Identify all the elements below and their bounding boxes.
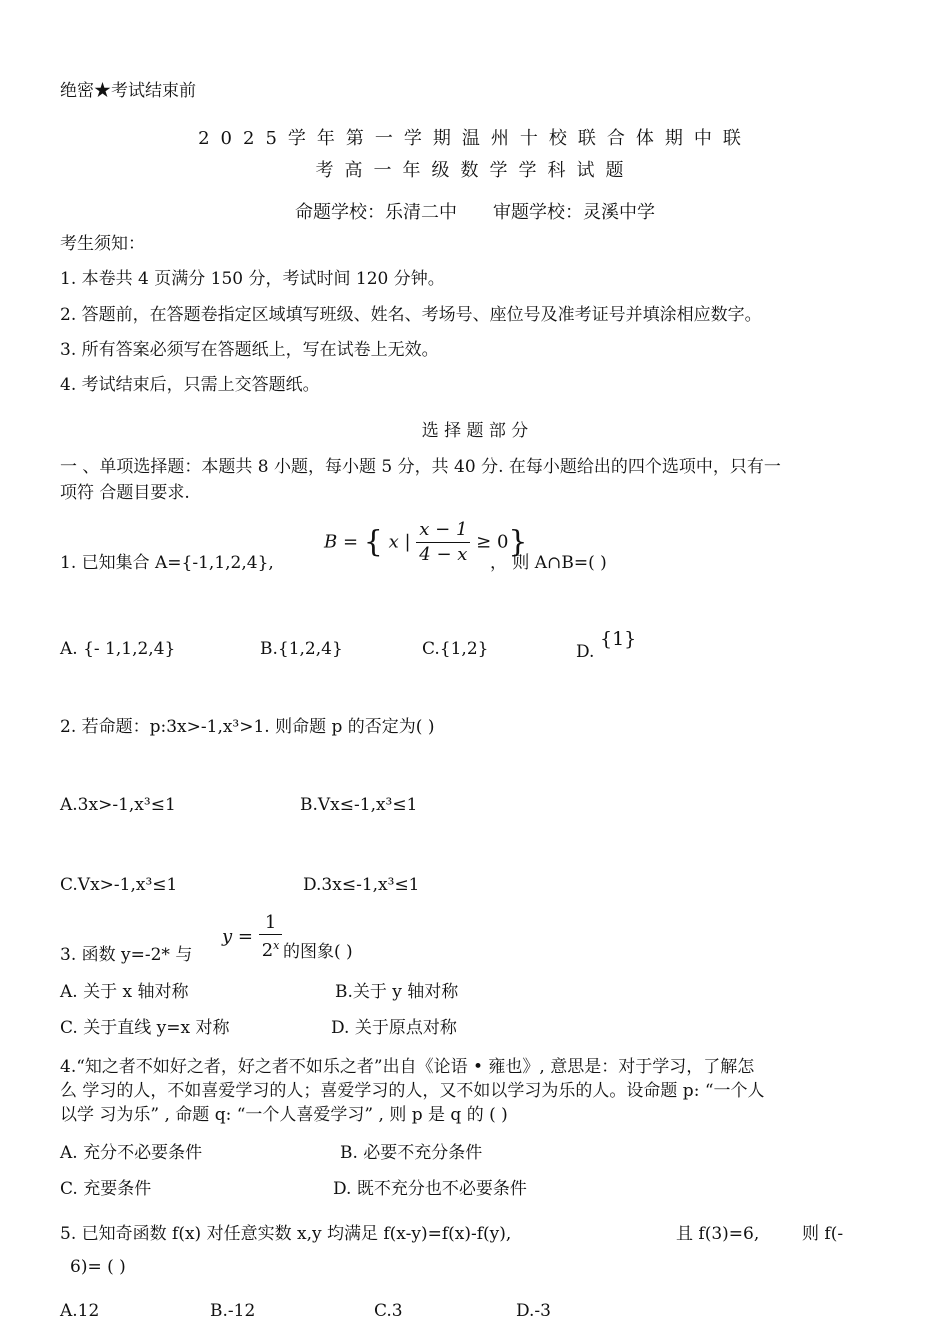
- q5-stem-line1: 5. 已知奇函数 f(x) 对任意实数 x,y 均满足 f(x-y)=f(x)-f(y),: [60, 1224, 512, 1244]
- section-intro-line2: 项符 合题目要求.: [60, 483, 190, 503]
- exam-title-line2: 考高一年级数学学科试题: [315, 160, 635, 181]
- exam-title-line1: 2025学年第一学期温州十校联合体期中联: [198, 128, 752, 149]
- q3-option-c: C. 关于直线 y=x 对称: [60, 1018, 230, 1038]
- q5-option-a: A.12: [60, 1301, 100, 1321]
- notice-item: 4. 考试结束后，只需上交答题纸。: [60, 375, 320, 395]
- q4-option-a: A. 充分不必要条件: [60, 1143, 203, 1163]
- notice-item: 2. 答题前，在答题卷指定区域填写班级、姓名、考场号、座位号及准考证号并填涂相应数字。: [60, 305, 762, 325]
- q2-option-c: C.Vx>-1,x³≤1: [60, 875, 178, 895]
- q1-fraction: [416, 518, 470, 567]
- q4-stem-line2: 么 学习的人，不如喜爱学习的人；喜爱学习的人，又不如以学习为乐的人。设命题 p: “一个人: [60, 1081, 765, 1101]
- q2-option-d: D.3x≤-1,x³≤1: [303, 875, 420, 895]
- q5-stem-ask: 则 f(-: [802, 1224, 844, 1244]
- q3-frac-base: 2: [261, 940, 274, 961]
- q3-frac-num: 1: [259, 912, 283, 935]
- q5-option-d: D.-3: [516, 1301, 551, 1321]
- section-intro-line1: 一 、单项选择题：本题共 8 小题，每小题 5 分，共 40 分. 在每小题给出的四个选项中，只有一: [60, 457, 781, 477]
- q4-stem-line3: 以学 习为乐” , 命题 q: “一个人喜爱学习” , 则 p 是 q 的 ( ): [60, 1105, 508, 1125]
- q1-option-c: C.{1,2}: [422, 639, 489, 659]
- q2-option-a: A.3x>-1,x³≤1: [60, 795, 176, 815]
- q1-frac-num: x − 1: [416, 518, 470, 543]
- q1-set-lhs: B =: [324, 531, 364, 553]
- q1-frac-den: 4 − x: [419, 544, 468, 565]
- q3-stem-tail: 的图象( ): [283, 942, 353, 962]
- q1-option-d-set: {1}: [600, 628, 637, 650]
- q3-stem: 3. 函数 y=-2* 与: [60, 945, 193, 965]
- q1-stem: 1. 已知集合 A={-1,1,2,4},: [60, 553, 274, 573]
- q3-fraction: [259, 912, 283, 962]
- q5-stem-condition: 且 f(3)=6,: [676, 1224, 760, 1244]
- right-brace: }: [508, 524, 528, 560]
- secret-label: 绝密★考试结束前: [60, 81, 196, 101]
- q1-stem-tail: ， 则 A∩B=( ): [490, 553, 607, 573]
- section-title: 选 择 题 部 分: [421, 421, 529, 441]
- q3-option-d: D. 关于原点对称: [331, 1018, 457, 1038]
- q1-set-var: x |: [388, 531, 411, 553]
- q2-option-b: B.Vx≤-1,x³≤1: [300, 795, 418, 815]
- q5-option-b: B.-12: [210, 1301, 256, 1321]
- q3-option-b: B.关于 y 轴对称: [335, 982, 459, 1002]
- q5-option-c: C.3: [374, 1301, 403, 1321]
- q4-option-b: B. 必要不充分条件: [340, 1143, 483, 1163]
- q3-eq-lhs: y =: [222, 926, 253, 947]
- q5-stem-line2: 6)= ( ): [70, 1257, 126, 1277]
- q1-option-b: B.{1,2,4}: [260, 639, 343, 659]
- notice-item: 3. 所有答案必须写在答题纸上，写在试卷上无效。: [60, 340, 439, 360]
- q3-option-a: A. 关于 x 轴对称: [60, 982, 189, 1002]
- notice-item: 1. 本卷共 4 页满分 150 分，考试时间 120 分钟。: [60, 269, 445, 289]
- q1-option-a: A. {- 1,1,2,4}: [60, 639, 176, 659]
- q1-option-d: D.: [576, 642, 595, 662]
- notice-heading: 考生须知：: [60, 234, 145, 254]
- q2-stem: 2. 若命题：p:3x>-1,x³>1. 则命题 p 的否定为( ): [60, 717, 435, 737]
- q3-frac-den: [259, 935, 283, 962]
- q3-frac-exp: x: [273, 939, 280, 952]
- q4-option-d: D. 既不充分也不必要条件: [333, 1179, 527, 1199]
- q1-set-rel: ≥ 0: [476, 531, 509, 553]
- school-info: 命题学校：乐清二中 审题学校：灵溪中学: [295, 202, 655, 223]
- q4-stem-line1: 4.“知之者不如好之者，好之者不如乐之者”出自《论语 • 雍也》, 意思是：对于学习，了解怎: [60, 1057, 755, 1077]
- q4-option-c: C. 充要条件: [60, 1179, 152, 1199]
- q3-equation: [222, 912, 282, 962]
- left-brace: {: [363, 524, 383, 560]
